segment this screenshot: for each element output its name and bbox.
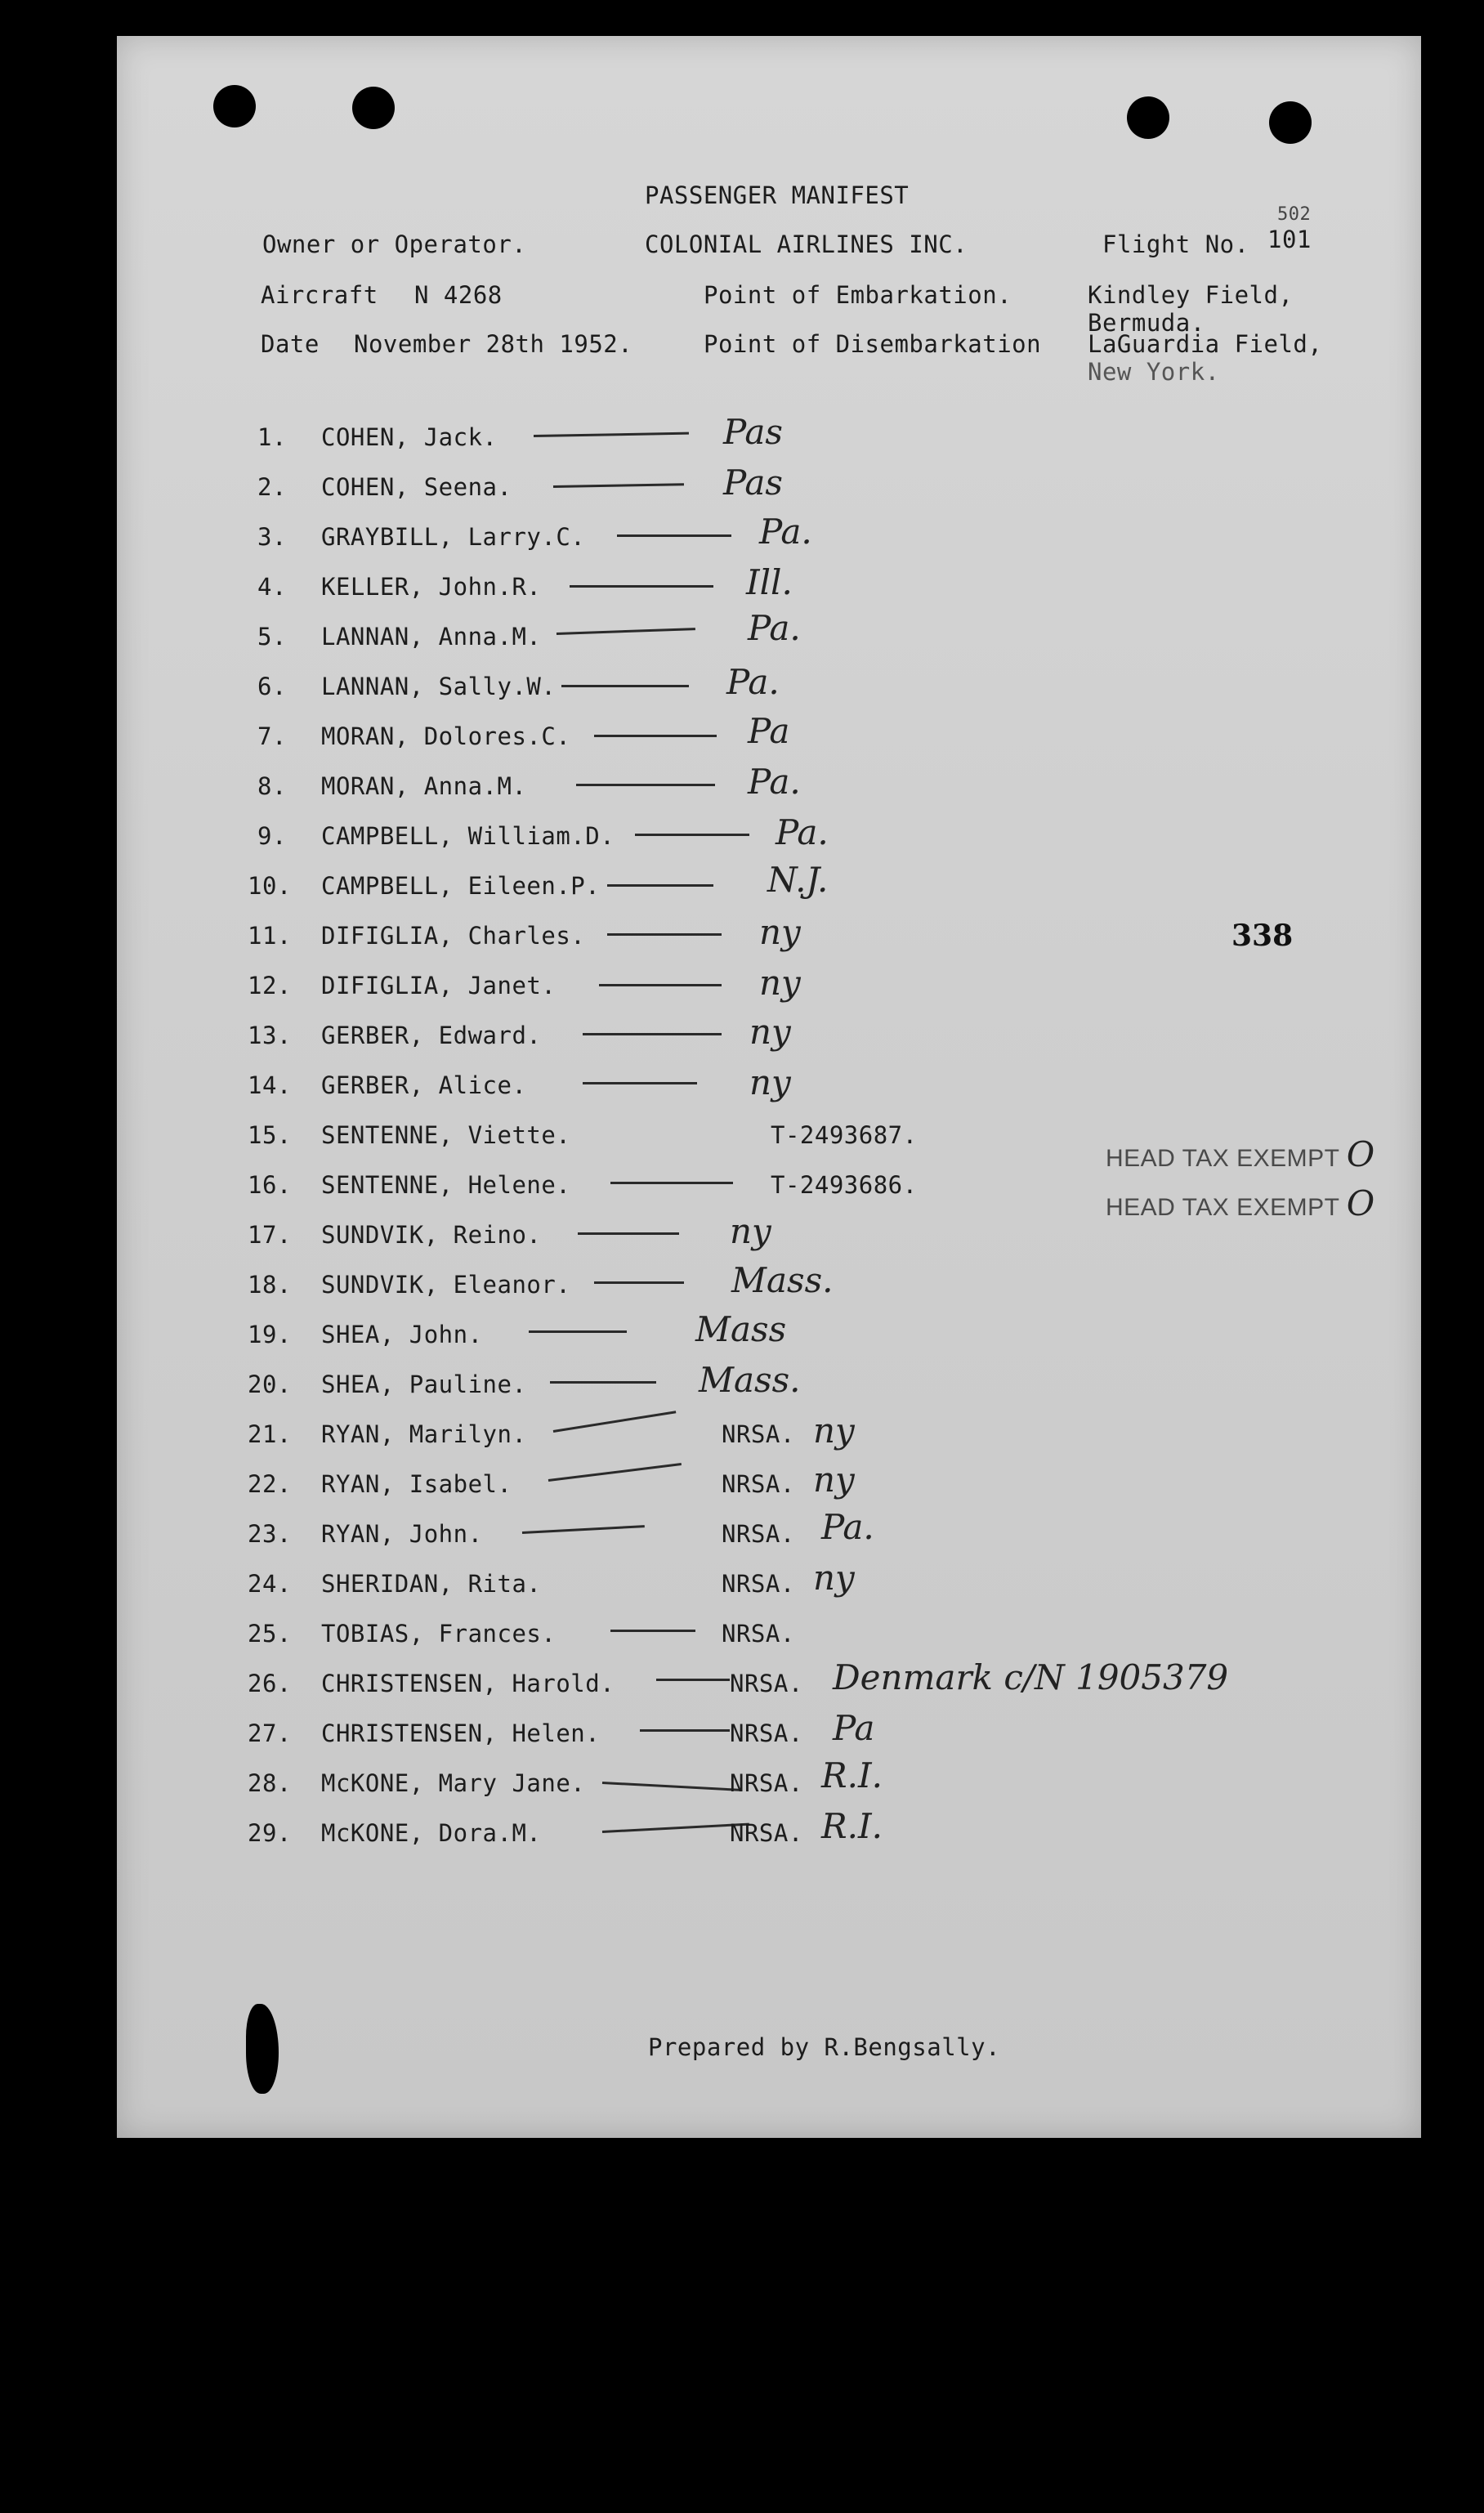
punch-hole	[352, 87, 395, 129]
passenger-note: NRSA.	[730, 1670, 803, 1697]
entry-line	[640, 1729, 730, 1732]
flight-label: Flight No.	[1102, 230, 1249, 258]
handwritten-state: Denmark c/N 1905379	[833, 1657, 1229, 1697]
passenger-name: SHERIDAN, Rita.	[321, 1570, 542, 1598]
entry-line	[576, 784, 715, 786]
entry-line	[583, 1033, 722, 1035]
passenger-number: 9.	[257, 822, 287, 850]
manifest-page	[117, 36, 1421, 2138]
passenger-note: NRSA.	[722, 1520, 795, 1548]
passenger-name: KELLER, John.R.	[321, 573, 542, 601]
punch-hole	[213, 85, 256, 127]
passenger-note: NRSA.	[730, 1719, 803, 1747]
passenger-name: RYAN, Isabel.	[321, 1470, 512, 1498]
passenger-note: T-2493686.	[771, 1171, 918, 1199]
passenger-name: SUNDVIK, Reino.	[321, 1221, 542, 1249]
passenger-name: SENTENNE, Helene.	[321, 1171, 571, 1199]
passenger-name: McKONE, Mary Jane.	[321, 1769, 586, 1797]
manifest-title: PASSENGER MANIFEST	[645, 181, 910, 209]
entry-line	[561, 685, 689, 687]
passenger-name: McKONE, Dora.M.	[321, 1819, 542, 1847]
passenger-note: NRSA.	[722, 1570, 795, 1598]
handwritten-state: Mass.	[731, 1260, 834, 1300]
passenger-number: 27.	[248, 1719, 292, 1747]
passenger-number: 17.	[248, 1221, 292, 1249]
passenger-note: NRSA.	[722, 1420, 795, 1448]
handwritten-state: ny	[813, 1411, 855, 1451]
passenger-number: 28.	[248, 1769, 292, 1797]
handwritten-state: Pa	[748, 711, 790, 751]
passenger-number: 13.	[248, 1022, 292, 1049]
passenger-name: COHEN, Seena.	[321, 473, 512, 501]
entry-line	[594, 1281, 684, 1284]
passenger-number: 15.	[248, 1121, 292, 1149]
handwritten-state: R.I.	[821, 1755, 883, 1795]
entry-line	[607, 933, 722, 936]
passenger-number: 2.	[257, 473, 287, 501]
entry-line	[599, 984, 722, 986]
passenger-number: 16.	[248, 1171, 292, 1199]
embarkation-value-2: Bermuda.	[1088, 309, 1205, 337]
entry-line	[610, 1630, 695, 1632]
handwritten-state: R.I.	[821, 1806, 883, 1846]
entry-line	[610, 1182, 733, 1184]
passenger-name: SHEA, John.	[321, 1321, 483, 1348]
entry-line	[602, 1782, 741, 1791]
passenger-note: NRSA.	[722, 1620, 795, 1648]
prepared-by: Prepared by R.Bengsally.	[648, 2033, 1001, 2061]
passenger-number: 20.	[248, 1371, 292, 1398]
punch-hole	[1269, 101, 1312, 144]
entry-line	[583, 1082, 697, 1084]
entry-line	[548, 1463, 682, 1482]
entry-line	[550, 1381, 656, 1384]
passenger-number: 18.	[248, 1271, 292, 1299]
aircraft-value: N 4268	[414, 281, 503, 309]
passenger-name: GRAYBILL, Larry.C.	[321, 523, 586, 551]
embarkation-label: Point of Embarkation.	[704, 281, 1012, 309]
handwritten-state: ny	[730, 1211, 771, 1251]
handwritten-state: Mass	[695, 1309, 787, 1349]
passenger-number: 14.	[248, 1071, 292, 1099]
page-number: 338	[1231, 919, 1294, 953]
passenger-number: 22.	[248, 1470, 292, 1498]
passenger-number: 23.	[248, 1520, 292, 1548]
stamp-text: HEAD TAX EXEMPT	[1106, 1145, 1339, 1172]
handwritten-state: Pa.	[748, 608, 801, 648]
passenger-name: GERBER, Alice.	[321, 1071, 527, 1099]
passenger-number: 19.	[248, 1321, 292, 1348]
passenger-name: LANNAN, Anna.M.	[321, 623, 542, 651]
passenger-number: 7.	[257, 722, 287, 750]
passenger-number: 11.	[248, 922, 292, 950]
disembarkation-value-2: New York.	[1088, 358, 1220, 386]
stamp-text: HEAD TAX EXEMPT	[1106, 1194, 1339, 1221]
entry-line	[522, 1525, 645, 1534]
stamp-mark: O	[1346, 1183, 1375, 1223]
passenger-name: MORAN, Anna.M.	[321, 772, 527, 800]
passenger-name: MORAN, Dolores.C.	[321, 722, 571, 750]
passenger-number: 10.	[248, 872, 292, 900]
passenger-note: T-2493687.	[771, 1121, 918, 1149]
handwritten-state: Pas	[723, 463, 783, 503]
passenger-number: 26.	[248, 1670, 292, 1697]
date-value: November 28th 1952.	[354, 330, 633, 358]
passenger-note: NRSA.	[730, 1819, 803, 1847]
entry-line	[570, 585, 713, 588]
passenger-name: SENTENNE, Viette.	[321, 1121, 571, 1149]
torn-edge	[246, 2004, 279, 2094]
passenger-number: 29.	[248, 1819, 292, 1847]
owner-value: COLONIAL AIRLINES INC.	[645, 230, 968, 258]
passenger-number: 24.	[248, 1570, 292, 1598]
aircraft-label: Aircraft	[261, 281, 378, 309]
passenger-name: SHEA, Pauline.	[321, 1371, 527, 1398]
passenger-number: 5.	[257, 623, 287, 651]
entry-line	[578, 1232, 679, 1235]
passenger-name: RYAN, Marilyn.	[321, 1420, 527, 1448]
entry-line	[602, 1823, 749, 1833]
passenger-number: 6.	[257, 673, 287, 700]
entry-line	[594, 735, 717, 737]
owner-label: Owner or Operator.	[262, 230, 527, 258]
passenger-name: SUNDVIK, Eleanor.	[321, 1271, 571, 1299]
passenger-note: NRSA.	[722, 1470, 795, 1498]
passenger-number: 12.	[248, 972, 292, 999]
flight-value: 101	[1267, 226, 1312, 253]
passenger-number: 1.	[257, 423, 287, 451]
entry-line	[529, 1330, 627, 1333]
handwritten-state: Ill.	[746, 562, 793, 602]
handwritten-state: ny	[759, 963, 801, 1003]
date-label: Date	[261, 330, 320, 358]
disembarkation-label: Point of Disembarkation	[704, 330, 1042, 358]
passenger-name: COHEN, Jack.	[321, 423, 498, 451]
entry-line	[556, 628, 695, 635]
passenger-name: LANNAN, Sally.W.	[321, 673, 556, 700]
entry-line	[635, 834, 749, 836]
passenger-name: CHRISTENSEN, Harold.	[321, 1670, 615, 1697]
passenger-name: GERBER, Edward.	[321, 1022, 542, 1049]
handwritten-state: N.J.	[767, 860, 829, 900]
handwritten-state: ny	[759, 912, 801, 952]
entry-line	[607, 884, 713, 887]
passenger-number: 8.	[257, 772, 287, 800]
passenger-name: RYAN, John.	[321, 1520, 483, 1548]
passenger-number: 25.	[248, 1620, 292, 1648]
handwritten-state: Pa.	[748, 762, 801, 802]
handwritten-state: Pa	[833, 1708, 875, 1748]
entry-line	[553, 1411, 677, 1433]
entry-line	[656, 1679, 730, 1681]
passenger-name: DIFIGLIA, Janet.	[321, 972, 556, 999]
passenger-note: NRSA.	[730, 1769, 803, 1797]
handwritten-state: Pa.	[759, 512, 812, 552]
head-tax-stamp	[1106, 1134, 1375, 1174]
handwritten-state: ny	[749, 1062, 791, 1102]
punch-hole	[1127, 96, 1169, 139]
passenger-name: CAMPBELL, Eileen.P.	[321, 872, 601, 900]
passenger-name: TOBIAS, Frances.	[321, 1620, 556, 1648]
passenger-number: 3.	[257, 523, 287, 551]
handwritten-state: ny	[813, 1558, 855, 1598]
entry-line	[617, 534, 731, 537]
handwritten-state: ny	[749, 1012, 791, 1052]
embarkation-value: Kindley Field,	[1088, 281, 1294, 309]
flight-annotation: 502	[1277, 204, 1312, 225]
handwritten-state: Pa.	[776, 812, 829, 852]
head-tax-stamp	[1106, 1183, 1375, 1223]
disembarkation-value: LaGuardia Field,	[1088, 330, 1323, 358]
handwritten-state: Pas	[723, 412, 783, 452]
passenger-name: CHRISTENSEN, Helen.	[321, 1719, 601, 1747]
handwritten-state: Pa.	[821, 1507, 874, 1547]
passenger-number: 4.	[257, 573, 287, 601]
passenger-number: 21.	[248, 1420, 292, 1448]
handwritten-state: Pa.	[726, 662, 780, 702]
stamp-mark: O	[1346, 1134, 1375, 1174]
passenger-name: DIFIGLIA, Charles.	[321, 922, 586, 950]
passenger-name: CAMPBELL, William.D.	[321, 822, 615, 850]
handwritten-state: ny	[813, 1460, 855, 1500]
entry-line	[553, 483, 684, 488]
entry-line	[534, 432, 689, 437]
handwritten-state: Mass.	[699, 1360, 801, 1400]
